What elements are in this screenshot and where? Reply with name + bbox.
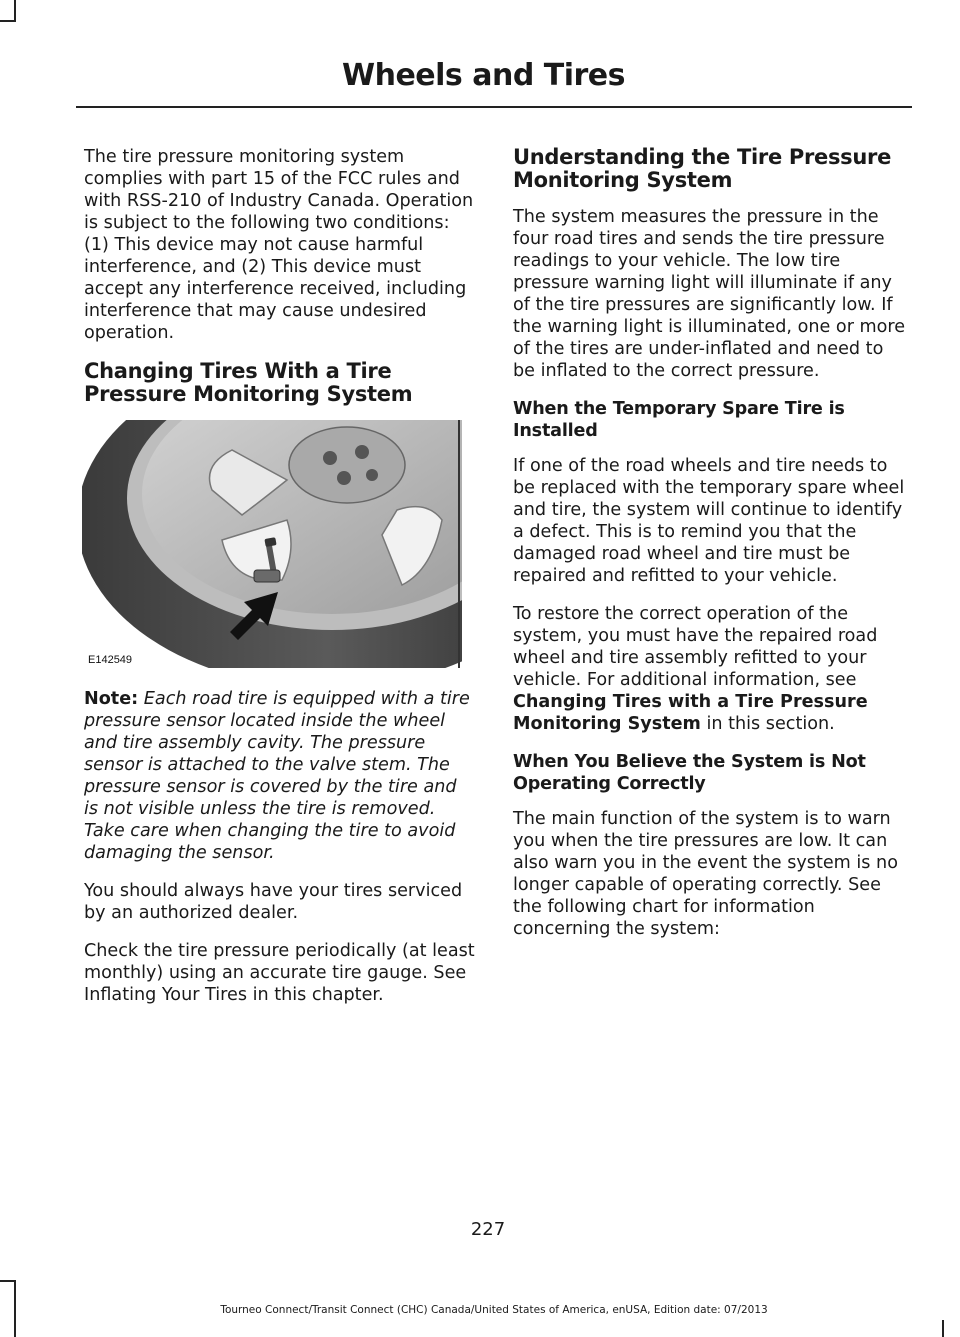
wheel-drawing: [82, 420, 462, 668]
right-column: [513, 146, 909, 956]
check-pressure-paragraph: Check the tire pressure periodically (at least monthly) using an accurate tire gauge. See Inflating Your Tires in this chapter.: [84, 941, 475, 1005]
header-rule: [76, 106, 912, 108]
main-function-paragraph: The main function of the system is to warn you when the tire pressures are low. It can also warn you in the event the system is no longer capable of operating correctly. See the following chart for information concerning the system:: [513, 809, 898, 939]
note-label: Note:: [84, 689, 139, 709]
tire-valve-illustration: [82, 420, 462, 668]
edition-footer: Tourneo Connect/Transit Connect (CHC) Canada/United States of America, enUSA, Edition date: 07/2013: [220, 1304, 768, 1316]
note-paragraph: [84, 688, 476, 864]
subheading-temporary-spare: When the Temporary Spare Tire is Installed: [513, 399, 845, 441]
restore-text-end: in this section.: [700, 714, 835, 734]
cross-reference-link[interactable]: Changing Tires with a Tire Pressure Monitoring System: [513, 692, 868, 734]
section-heading-understanding: Understanding the Tire Pressure Monitoring System: [513, 145, 892, 192]
crop-mark-top-left-v: [14, 0, 16, 20]
restore-text: To restore the correct operation of the system, you must have the repaired road wheel and tire assembly refitted to your vehicle. For additional information, see: [513, 604, 878, 690]
section-heading-changing-tires: Changing Tires With a Tire Pressure Monitoring System: [84, 359, 413, 406]
crop-mark-bottom-right-v: [942, 1320, 944, 1337]
page-title: Wheels and Tires: [342, 58, 625, 93]
left-column: [84, 146, 476, 1022]
crop-mark-top-left-h: [0, 20, 16, 22]
note-text: Each road tire is equipped with a tire pressure sensor located inside the wheel and tire assembly cavity. The pressure sensor is attached to the valve stem. The pressure sensor is covered by the tire and is not visible unless the tire is removed. Take care when changing the tire to avoid damaging the sensor.: [84, 689, 470, 863]
restore-paragraph: [513, 603, 909, 735]
service-paragraph: You should always have your tires serviced by an authorized dealer.: [84, 881, 463, 923]
fcc-compliance-paragraph: The tire pressure monitoring system complies with part 15 of the FCC rules and with RSS-210 of Industry Canada. Operation is subject to the following two conditions: (1) This device may not cause harmful interference, and (2) This device must accept any interference received, including interference that may cause undesired operation.: [84, 147, 474, 343]
page-number: 227: [470, 1219, 506, 1240]
figure-code: E142549: [88, 654, 133, 666]
crop-mark-bottom-left-h: [0, 1280, 16, 1282]
spare-tire-paragraph: If one of the road wheels and tire needs to be replaced with the temporary spare wheel and tire, the system will continue to identify a defect. This is to remind you that the damaged road wheel and tire must be repaired and refitted to your vehicle.: [513, 456, 905, 586]
subheading-not-operating: When You Believe the System is Not Operating Correctly: [513, 752, 866, 794]
system-description-paragraph: The system measures the pressure in the four road tires and sends the tire pressure readings to your vehicle. The low tire pressure warning light will illuminate if any of the tire pressures are significantly low. If the warning light is illuminated, one or more of the tires are under-inflated and need to be inflated to the correct pressure.: [513, 207, 906, 381]
